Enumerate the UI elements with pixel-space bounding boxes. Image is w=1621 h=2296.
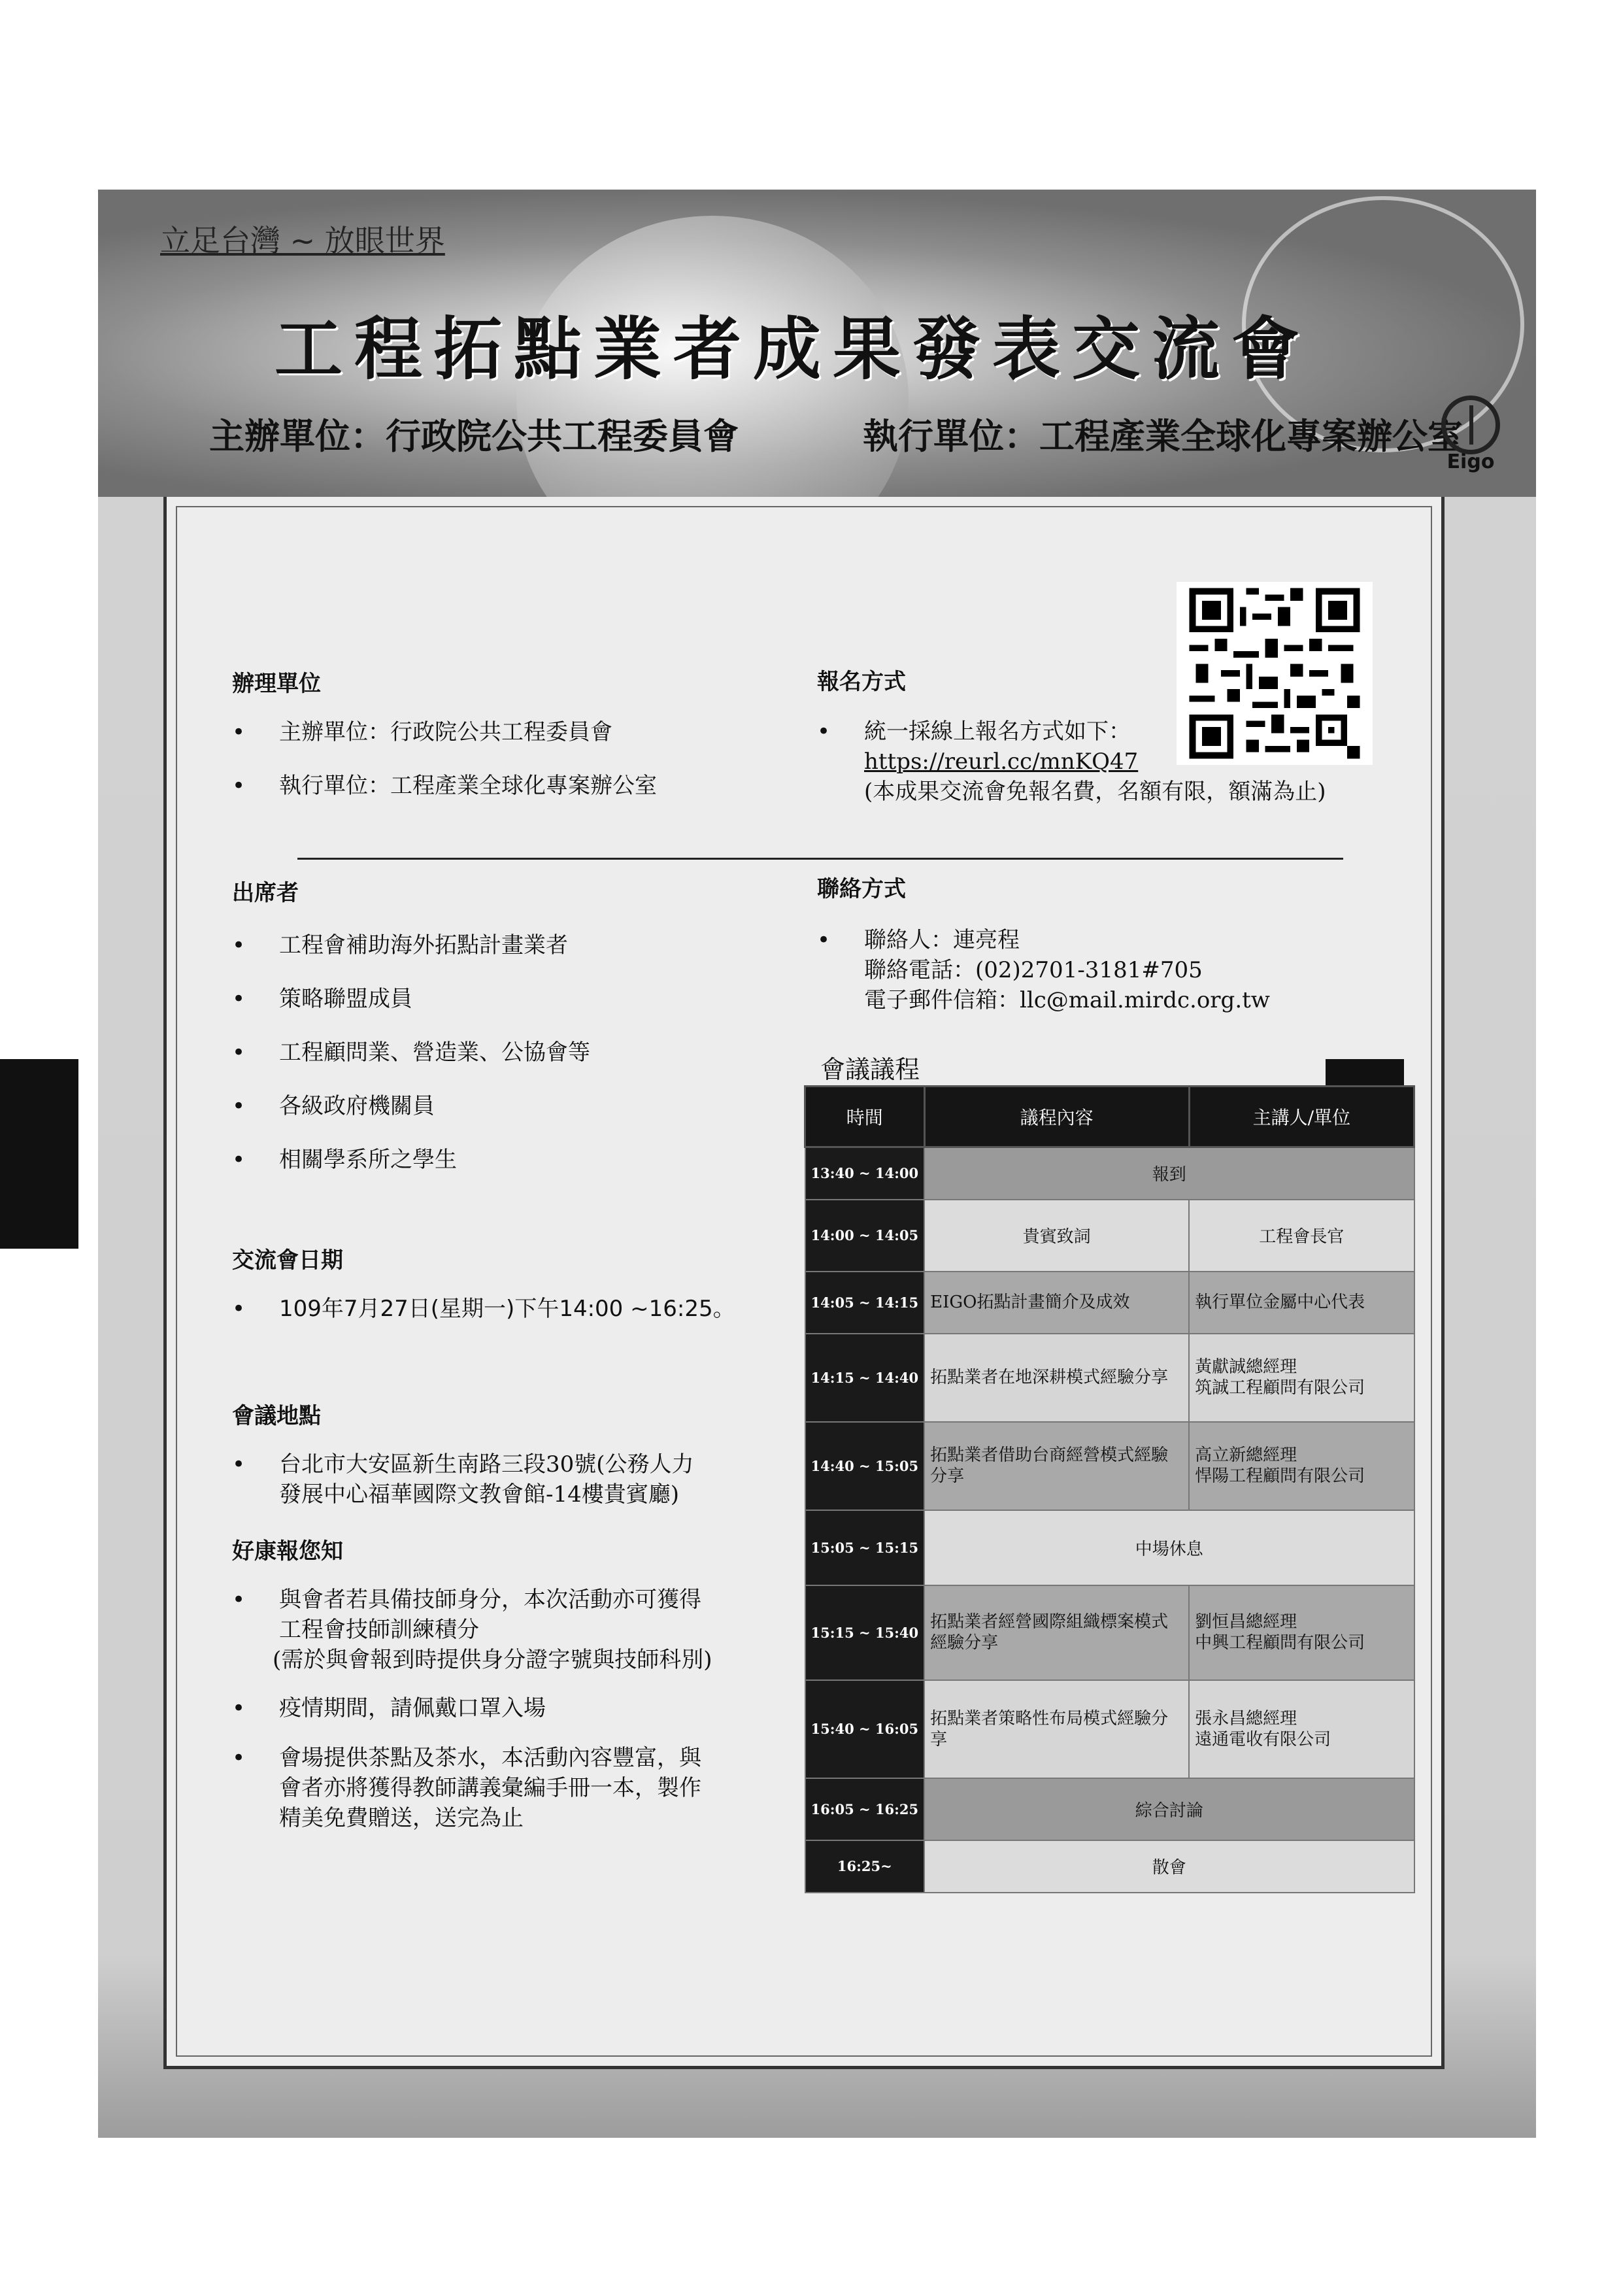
- agenda-table: [804, 1085, 1415, 1893]
- agenda-time: 15:05 ~ 15:15: [805, 1510, 925, 1585]
- agenda-time: 14:15 ~ 14:40: [805, 1334, 925, 1422]
- date-section: [232, 1242, 735, 1324]
- contact-heading: 聯絡方式: [817, 876, 906, 902]
- agenda-speaker: [1189, 1585, 1414, 1680]
- organizer-host: 主辦單位：行政院公共工程委員會: [279, 719, 612, 745]
- bullet-icon: •: [232, 1745, 246, 1771]
- benefit-1-line-2: 工程會技師訓練積分: [279, 1617, 479, 1643]
- qr-code-icon: [1183, 582, 1366, 765]
- eigo-logo: [1435, 396, 1507, 494]
- host-organizer-line: 主辦單位：行政院公共工程委員會: [209, 416, 739, 457]
- agenda-content: 拓點業者經營國際組織標案模式經驗分享: [924, 1585, 1189, 1680]
- attendee-item: 策略聯盟成員: [279, 986, 412, 1012]
- agenda-content: 散會: [924, 1840, 1414, 1893]
- bullet-icon: •: [232, 719, 246, 745]
- speaker-org: 筑誠工程顧問有限公司: [1195, 1378, 1365, 1398]
- agenda-header-time: 時間: [805, 1087, 925, 1147]
- venue-line-1: 台北市大安區新生南路三段30號(公務人力: [279, 1451, 694, 1477]
- benefits-section: [232, 1533, 712, 1833]
- logo-ring-icon: [1441, 396, 1500, 454]
- registration-note: (本成果交流會免報名費，名額有限，額滿為止): [864, 779, 1326, 805]
- list-item: [232, 1294, 735, 1324]
- organizers-section: [232, 666, 657, 801]
- speaker-org: 中興工程顧問有限公司: [1195, 1633, 1365, 1653]
- registration-line: 統一採線上報名方式如下：: [864, 718, 1131, 745]
- contact-phone: 聯絡電話：(02)2701-3181#705: [864, 957, 1203, 983]
- header-banner: [98, 190, 1536, 497]
- bullet-icon: •: [232, 1147, 246, 1173]
- speaker-name: 黃獻誠總經理: [1195, 1357, 1297, 1377]
- list-item: [232, 930, 590, 960]
- agenda-time: 15:15 ~ 15:40: [805, 1585, 925, 1680]
- list-item: [232, 1693, 712, 1723]
- agenda-content: 報到: [924, 1147, 1414, 1200]
- agenda-content: 拓點業者策略性布局模式經驗分享: [924, 1680, 1189, 1778]
- bullet-icon: •: [232, 1587, 246, 1613]
- event-date: 109年7月27日(星期一)下午14:00 ~16:25。: [279, 1296, 735, 1322]
- agenda-time: 14:00 ~ 14:05: [805, 1200, 925, 1272]
- bullet-icon: •: [817, 718, 831, 745]
- date-heading: 交流會日期: [232, 1247, 343, 1274]
- list-item: [232, 1585, 712, 1675]
- table-row: [805, 1422, 1414, 1510]
- benefit-1-line-3: (需於與會報到時提供身分證字號與技師科別): [273, 1647, 712, 1673]
- contact-person: 聯絡人：連亮程: [864, 927, 1020, 953]
- agenda-content: 綜合討論: [924, 1778, 1414, 1840]
- speaker-name: 張永昌總經理: [1195, 1708, 1297, 1729]
- contact-section: [817, 871, 1270, 1015]
- agenda-content: 中場休息: [924, 1510, 1414, 1585]
- list-item: [817, 925, 1270, 1015]
- venue-heading: 會議地點: [232, 1403, 321, 1429]
- agenda-content: EIGO拓點計畫簡介及成效: [924, 1272, 1189, 1334]
- table-row: [805, 1272, 1414, 1334]
- agenda-header-content: 議程內容: [924, 1087, 1189, 1147]
- venue-section: [232, 1398, 694, 1510]
- slogan: 立足台灣 ~ 放眼世界: [160, 223, 445, 258]
- list-item: [232, 771, 657, 801]
- table-row: [805, 1147, 1414, 1200]
- agenda-content: 拓點業者借助台商經營模式經驗分享: [924, 1422, 1189, 1510]
- benefit-3-line-1: 會場提供茶點及茶水，本活動內容豐富，與: [279, 1745, 701, 1771]
- list-item: [232, 1743, 712, 1833]
- speaker-name: 高立新總經理: [1195, 1445, 1297, 1465]
- attendee-item: 工程顧問業、營造業、公協會等: [279, 1039, 590, 1066]
- registration-link[interactable]: https://reurl.cc/mnKQ47: [864, 749, 1139, 775]
- speaker-org: 遠通電收有限公司: [1195, 1729, 1331, 1749]
- bullet-icon: •: [232, 1093, 246, 1119]
- attendee-item: 工程會補助海外拓點計畫業者: [279, 932, 568, 958]
- executive-organizer-line: 執行單位：工程產業全球化專案辦公室: [863, 416, 1463, 457]
- registration-heading: 報名方式: [817, 669, 906, 695]
- agenda-speaker: 執行單位金屬中心代表: [1189, 1272, 1414, 1334]
- attendees-section: [232, 875, 590, 1175]
- agenda-time: 14:05 ~ 14:15: [805, 1272, 925, 1334]
- attendee-item: 各級政府機關員: [279, 1093, 435, 1119]
- organizers-heading: 辦理單位: [232, 671, 321, 697]
- registration-qr-code[interactable]: [1177, 582, 1373, 765]
- bullet-icon: •: [232, 932, 246, 958]
- bullet-icon: •: [232, 1296, 246, 1322]
- list-item: [232, 1449, 694, 1510]
- agenda-speaker: [1189, 1680, 1414, 1778]
- agenda-time: 13:40 ~ 14:00: [805, 1147, 925, 1200]
- table-row: [805, 1585, 1414, 1680]
- attendee-item: 相關學系所之學生: [279, 1147, 457, 1173]
- agenda-content: 拓點業者在地深耕模式經驗分享: [924, 1334, 1189, 1422]
- table-row: [805, 1840, 1414, 1893]
- agenda-time: 15:40 ~ 16:05: [805, 1680, 925, 1778]
- speaker-name: 劉恒昌總經理: [1195, 1612, 1297, 1632]
- benefit-1-line-1: 與會者若具備技師身分，本次活動亦可獲得: [279, 1587, 701, 1613]
- page-title: 工程拓點業者成果發表交流會: [275, 309, 1312, 389]
- agenda-header-row: [805, 1087, 1414, 1147]
- attendees-heading: 出席者: [232, 880, 299, 906]
- bullet-icon: •: [232, 986, 246, 1012]
- bullet-icon: •: [232, 773, 246, 799]
- agenda-speaker: [1189, 1334, 1414, 1422]
- table-row: [805, 1778, 1414, 1840]
- benefits-heading: 好康報您知: [232, 1538, 343, 1564]
- agenda-time: 14:40 ~ 15:05: [805, 1422, 925, 1510]
- benefit-3-line-2: 會者亦將獲得教師講義彙編手冊一本，製作: [279, 1775, 701, 1801]
- benefit-2: 疫情期間，請佩戴口罩入場: [279, 1695, 546, 1721]
- speaker-org: 悍陽工程顧問有限公司: [1195, 1466, 1365, 1486]
- list-item: [232, 1145, 590, 1175]
- table-row: [805, 1510, 1414, 1585]
- contact-email[interactable]: 電子郵件信箱：llc@mail.mirdc.org.tw: [864, 987, 1270, 1013]
- bullet-icon: •: [232, 1039, 246, 1066]
- list-item: [232, 1038, 590, 1068]
- agenda-speaker: 工程會長官: [1189, 1200, 1414, 1272]
- agenda-time: 16:25~: [805, 1840, 925, 1893]
- section-divider: [297, 858, 1343, 860]
- agenda-header-speaker: 主講人/單位: [1189, 1087, 1414, 1147]
- list-item: [232, 984, 590, 1014]
- list-item: [232, 717, 657, 747]
- organizer-exec: 執行單位：工程產業全球化專案辦公室: [279, 773, 657, 799]
- agenda-time: 16:05 ~ 16:25: [805, 1778, 925, 1840]
- agenda-speaker: [1189, 1422, 1414, 1510]
- agenda-content: 貴賓致詞: [924, 1200, 1189, 1272]
- bullet-icon: •: [232, 1695, 246, 1721]
- table-row: [805, 1200, 1414, 1272]
- venue-line-2: 發展中心福華國際文教會館-14樓貴賓廳): [279, 1481, 680, 1508]
- bullet-icon: •: [817, 927, 831, 953]
- logo-text: Eigo: [1446, 450, 1495, 473]
- bullet-icon: •: [232, 1451, 246, 1477]
- agenda-title: 會議議程: [820, 1055, 920, 1084]
- list-item: [232, 1091, 590, 1121]
- benefit-3-line-3: 精美免費贈送，送完為止: [279, 1805, 524, 1831]
- table-row: [805, 1334, 1414, 1422]
- table-row: [805, 1680, 1414, 1778]
- binder-clip-left: [0, 1059, 78, 1249]
